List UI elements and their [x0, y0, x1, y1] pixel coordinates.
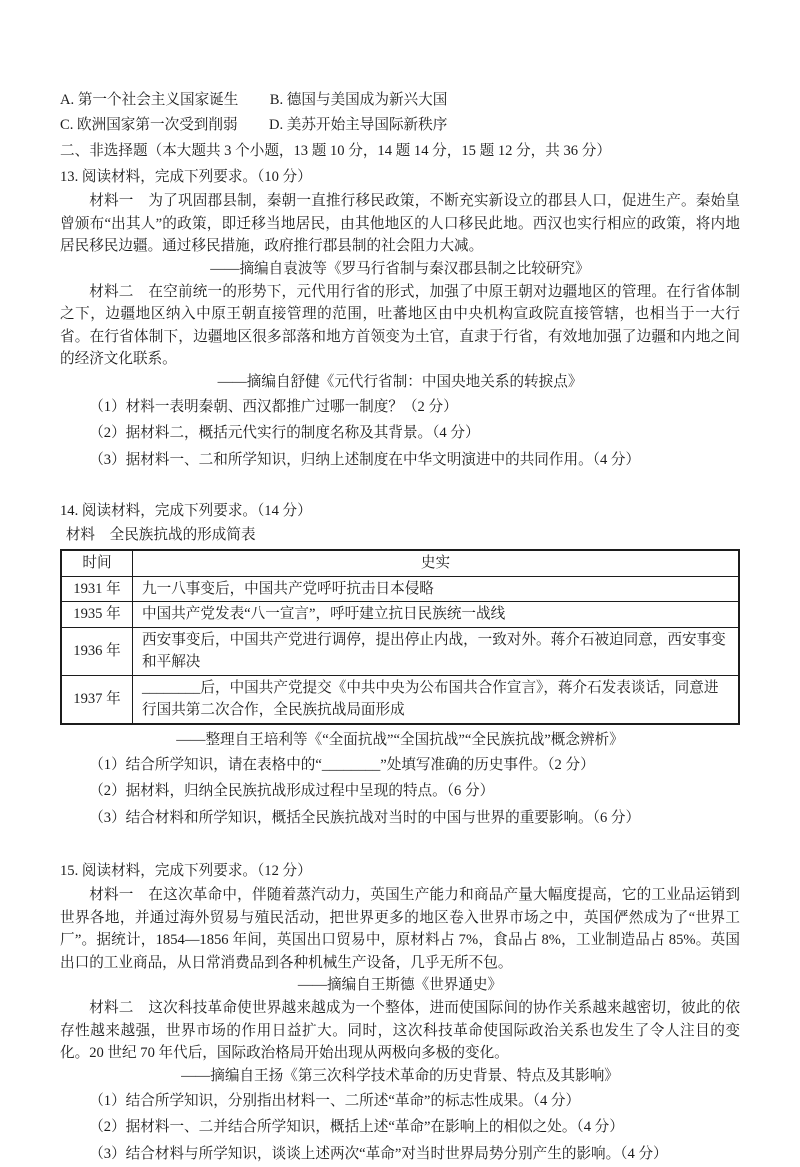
q15-material2-source: ——摘编自王扬《第三次科学技术革命的历史背景、特点及其影响》	[60, 1065, 740, 1088]
option-a: A. 第一个社会主义国家诞生	[60, 88, 238, 113]
q15-material2: 材料二 这次科技革命使世界越来越成为一个整体，进而使国际间的协作关系越来越密切，彼此的依存性越来越强，世界市场的作用日益扩大。同时，这次科技革命使国际政治关系也发生了令人注目的变化。20 世纪 70 年代后，国际政治格局开始出现从两极向多极的变化。	[60, 997, 740, 1065]
option-d: D. 美苏开始主导国际新秩序	[269, 113, 447, 138]
q13-material1: 材料一 为了巩固郡县制，秦朝一直推行移民政策，不断充实新设立的郡县人口，促进生产。秦始皇曾颁布“出其人”的政策，即迁移当地居民，由其他地区的人口移民此地。西汉也实行相应的政策，将内地居民移民边疆。通过移民措施，政府推行郡县制的社会阻力大减。	[60, 190, 740, 258]
table-cell-year: 1935 年	[61, 602, 133, 628]
q14-table-source: ——整理自王培利等《“全面抗战”“全国抗战”“全民族抗战”概念辨析》	[60, 729, 740, 752]
option-b: B. 德国与美国成为新兴大国	[270, 88, 448, 113]
q13-material2-source: ——摘编自舒健《元代行省制：中国央地关系的转捩点》	[60, 371, 740, 394]
table-header-fact: 史实	[133, 550, 740, 576]
q13-question-3: （3）据材料一、二和所学知识，归纳上述制度在中华文明演进中的共同作用。（4 分）	[60, 447, 740, 474]
q15-question-1: （1）结合所学知识，分别指出材料一、二所述“革命”的标志性成果。（4 分）	[60, 1088, 740, 1115]
q15-question-2: （2）据材料一、二并结合所学知识，概括上述“革命”在影响上的相似之处。（4 分）	[60, 1114, 740, 1141]
table-cell-fact: ________后，中国共产党提交《中共中央为公布国共合作宣言》，蒋介石发表谈话，同意进行国共第二次合作，全民族抗战局面形成	[133, 675, 740, 724]
q15-question-3: （3）结合材料与所学知识，谈谈上述两次“革命”对当时世界局势分别产生的影响。（4 分）	[60, 1141, 740, 1167]
section-header: 二、非选择题（本大题共 3 个小题，13 题 10 分，14 题 14 分，15 题 12 分，共 36 分）	[60, 138, 740, 164]
table-cell-year: 1937 年	[61, 675, 133, 724]
table-cell-fact: 西安事变后，中国共产党进行调停，提出停止内战，一致对外。蒋介石被迫同意，西安事变和平解决	[133, 627, 740, 675]
table-row	[61, 675, 739, 724]
q15-material1-source: ——摘编自王斯德《世界通史》	[60, 974, 740, 997]
options-row-1	[60, 88, 740, 113]
option-c: C. 欧洲国家第一次受到削弱	[60, 113, 238, 138]
q13-material1-source: ——摘编自袁波等《罗马行省制与秦汉郡县制之比较研究》	[60, 258, 740, 281]
table-cell-year: 1936 年	[61, 627, 133, 675]
q13-title: 13. 阅读材料，完成下列要求。（10 分）	[60, 164, 740, 190]
q15-material1: 材料一 在这次革命中，伴随着蒸汽动力，英国生产能力和商品产量大幅度提高，它的工业品运销到世界各地，并通过海外贸易与殖民活动，把世界更多的地区卷入世界市场之中，英国俨然成为了“世界工厂”。据统计，1854—1856 年间，英国出口贸易中，原材料占 7%，食品占 8%，工业制造品占 85%。英国出口的工业商品，从日常消费品到各种机械生产设备，几乎无所不包。	[60, 884, 740, 974]
table-row	[61, 602, 739, 628]
q14-question-1: （1）结合所学知识，请在表格中的“________”处填写准确的历史事件。（2 分）	[60, 752, 740, 779]
table-header-time: 时间	[61, 550, 133, 576]
q15-title: 15. 阅读材料，完成下列要求。（12 分）	[60, 858, 740, 884]
table-row	[61, 627, 739, 675]
table-cell-fact: 九一八事变后，中国共产党呼吁抗击日本侵略	[133, 576, 740, 602]
q14-question-3: （3）结合材料和所学知识，概括全民族抗战对当时的中国与世界的重要影响。（6 分）	[60, 805, 740, 832]
table-header-row	[61, 550, 739, 576]
q14-title: 14. 阅读材料，完成下列要求。（14 分）	[60, 498, 740, 524]
options-row-2	[60, 113, 740, 138]
q14-material-label: 材料 全民族抗战的形成简表	[60, 524, 740, 546]
table-cell-fact: 中国共产党发表“八一宣言”，呼吁建立抗日民族统一战线	[133, 602, 740, 628]
table-cell-year: 1931 年	[61, 576, 133, 602]
q13-question-2: （2）据材料二，概括元代实行的制度名称及其背景。（4 分）	[60, 420, 740, 447]
q14-question-2: （2）据材料，归纳全民族抗战形成过程中呈现的特点。（6 分）	[60, 778, 740, 805]
q14-table	[60, 549, 740, 725]
q13-material2: 材料二 在空前统一的形势下，元代用行省的形式，加强了中原王朝对边疆地区的管理。在行省体制之下，边疆地区纳入中原王朝直接管理的范围，吐蕃地区由中央机构宣政院直接管辖，也相当于一大行省。在行省体制下，边疆地区很多部落和地方首领变为土官，直隶于行省，有效地加强了边疆和内地之间的经济文化联系。	[60, 281, 740, 371]
q13-question-1: （1）材料一表明秦朝、西汉都推广过哪一制度？（2 分）	[60, 394, 740, 421]
table-row	[61, 576, 739, 602]
